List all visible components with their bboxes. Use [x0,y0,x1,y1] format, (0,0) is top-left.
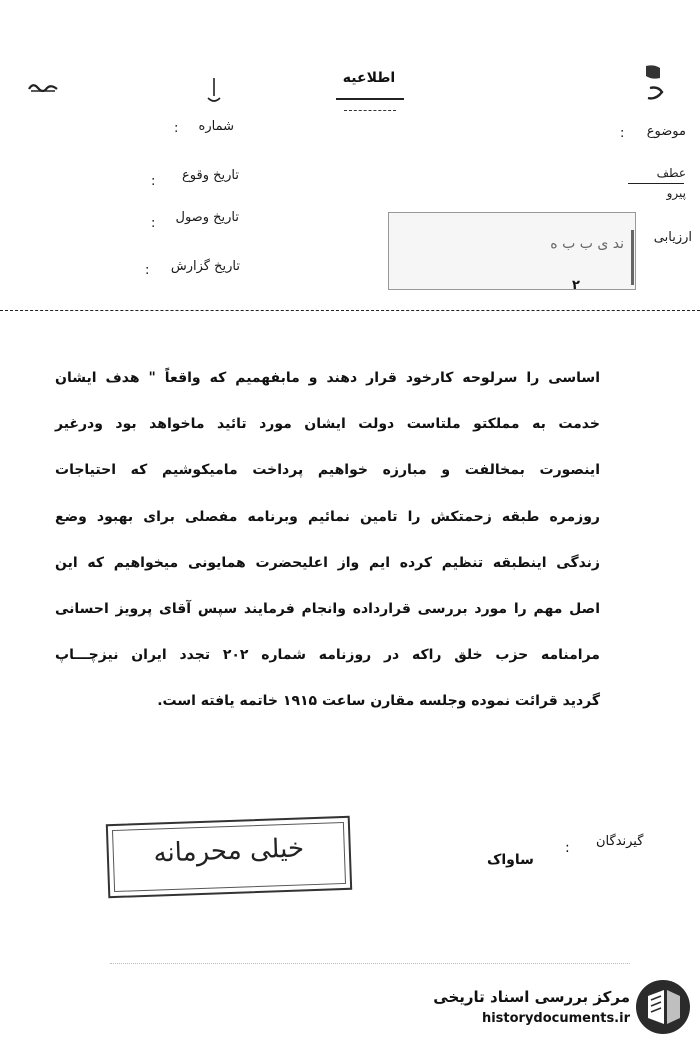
footer-website: historydocuments.ir [481,1011,630,1026]
field-subject-colon: : [620,126,625,141]
body-line: اصل مهم را مورد بررسی قرارداده وانجام فرمایند سپس آقای پرویز احسانی [55,600,600,617]
field-subject-label: موضوع [646,124,686,139]
body-line: زندگی اینطبقه تنظیم کرده ایم واز اعلیحضرت همایونی میخواهیم که این [55,554,600,571]
faded-bleedthrough-line [110,963,630,964]
title-underline-dashed [344,110,396,111]
body-line: اینصورت بمخالفت و مبارزه خواهیم پرداخت مامیکوشیم که احتیاجات [55,462,600,479]
recipients-label: گیرندگان [596,834,644,849]
field-atf-label: عطف [656,166,686,180]
field-report-date-colon: : [145,263,150,278]
body-line: مرامنامه حزب خلق راکه در روزنامه شماره ۲۰۲ تجدد ایران نیزچـــاپ [55,647,600,664]
field-evaluation-label: ارزیابی [653,230,692,245]
field-occurrence-date-colon: : [151,174,156,189]
archive-logo-icon [634,978,692,1036]
footer-organization: مرکز بررسی اسناد تاریخی [433,988,630,1006]
header-separator [0,310,700,311]
evaluation-stamp-text: ند ی ب ب ه [550,236,624,252]
report-body [55,355,600,725]
handwritten-mark-right [640,62,668,106]
body-line: اساسی را سرلوحه کارخود قرار دهند و مابفهمیم که واقعاً " هدف ایشان [55,370,600,386]
document-title: اطلاعیه [342,70,396,86]
handwritten-mark-mid [204,76,224,104]
field-occurrence-date-label: تاریخ وقوع [182,168,239,183]
evaluation-number: ۲ [572,278,580,293]
handwritten-mark-left [27,80,59,94]
field-receipt-date-colon: : [151,216,156,231]
field-number-colon: : [174,121,179,136]
body-line: روزمره طبقه زحمتکش را تامین نمائیم وبرنامه مفصلی برای بهبود وضع [55,508,600,525]
field-report-date-label: تاریخ گزارش [170,259,240,274]
atf-rule [628,183,684,184]
field-number-label: شماره [198,119,234,134]
classification-stamp [106,816,352,898]
body-line: گردید قرائت نموده وجلسه مقارن ساعت ۱۹۱۵ خاتمه یافته است. [157,693,600,710]
title-underline [336,98,404,100]
field-peyro-label: پیرو [666,186,686,200]
recipients-colon: : [565,840,570,856]
field-receipt-date-label: تاریخ وصول [175,210,239,225]
body-line: خدمت به مملکتو ملتاست دولت ایشان مورد تائید ماخواهد بود ودرغیر [55,416,600,433]
classification-stamp-text: خیلی محرمانه [153,833,305,869]
recipients-value: ساواک [487,852,534,868]
